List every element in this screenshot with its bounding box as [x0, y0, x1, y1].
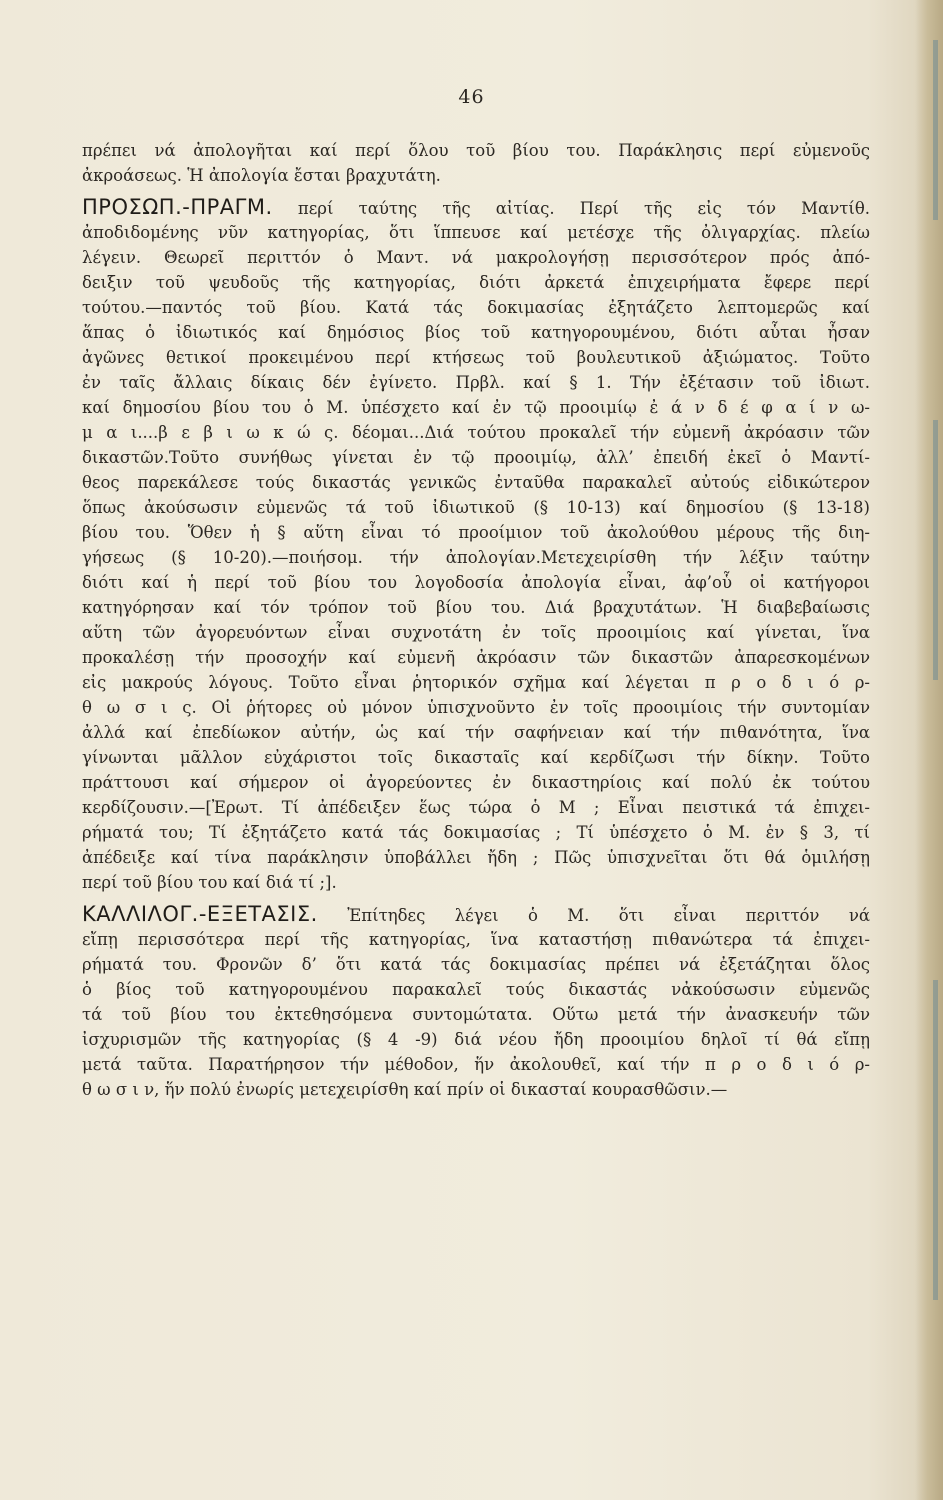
text-line: θ ω σ ι ν, ἥν πολύ ἐνωρίς μετεχειρίσθη καί πρίν οἱ δικασταί κουρασθῶσιν.—	[82, 1080, 728, 1099]
page-edge-shadow	[915, 0, 943, 1500]
text-line: διότι καί ἡ περί τοῦ βίου του λογοδοσία ἀπολογία εἶναι, ἀφ’οὗ οἱ κατήγοροι	[82, 573, 870, 592]
text-line: τά τοῦ βίου του ἐκτεθησόμενα συντομώτατα. Οὕτω μετά τήν ἀνασκευήν τῶν	[82, 1005, 870, 1024]
text-line: ἀποδιδομένης νῦν κατηγορίας, ὅτι ἵππευσε καί μετέσχε τῆς ὀλιγαρχίας. πλείω	[82, 223, 870, 242]
page-edge-strip	[933, 420, 938, 680]
text-line: ρήματά του. Φρονῶν δ’ ὅτι κατά τάς δοκιμασίας πρέπει νά ἐξετάζηται ὅλος	[82, 955, 870, 974]
text-line: ἅπας ὁ ἰδιωτικός καί δημόσιος βίος τοῦ κατηγορουμένου, διότι αὗται ἦσαν	[82, 323, 870, 342]
text-line: ὅπως ἀκούσωσιν εὐμενῶς τά τοῦ ἰδιωτικοῦ (§ 10-13) καί δημοσίου (§ 13-18)	[82, 498, 870, 517]
text-line: ὁ βίος τοῦ κατηγορουμένου παρακαλεῖ τούς δικαστάς νἀκούσωσιν εὐμενῶς	[82, 980, 870, 999]
text-line: κατηγόρησαν καί τόν τρόπον τοῦ βίου του. Διά βραχυτάτων. Ἡ διαβεβαίωσις	[82, 598, 870, 617]
text-line: ἀπέδειξε καί τίνα παράκλησιν ὑποβάλλει ἤδη ; Πῶς ὑπισχνεῖται ὅτι θά ὁμιλήσῃ	[82, 848, 870, 867]
text-line: θεος παρεκάλεσε τούς δικαστάς γενικῶς ἐνταῦθα παρακαλεῖ αὐτούς εἰδικώτερον	[82, 473, 870, 492]
section-heading: ΠΡΟΣΩΠ.-ΠΡΑΓΜ.	[82, 195, 273, 219]
text-line: μετά ταῦτα. Παρατήρησον τήν μέθοδον, ἥν ἀκολουθεῖ, καί τήν π ρ ο δ ι ό ρ-	[82, 1055, 870, 1074]
text-line: εἰς μακρούς λόγους. Τοῦτο εἶναι ῥητορικόν σχῆμα καί λέγεται π ρ ο δ ι ό ρ-	[82, 673, 870, 692]
text-line: δικαστῶν.Τοῦτο συνήθως γίνεται ἐν τῷ προοιμίῳ, ἀλλ’ ἐπειδή ἐκεῖ ὁ Μαντί-	[82, 448, 870, 467]
body-text	[82, 138, 870, 1102]
text-line: κερδίζουσιν.—[Ἐρωτ. Τί ἀπέδειξεν ἕως τώρα ὁ Μ ; Εἶναι πειστικά τά ἐπιχει-	[82, 798, 870, 817]
text-line: προκαλέσῃ τήν προσοχήν καί εὐμενῆ ἀκρόασιν τῶν δικαστῶν ἀπαρεσκομένων	[82, 648, 870, 667]
text-line: τούτου.—παντός τοῦ βίου. Κατά τάς δοκιμασίας ἐξητάζετο λεπτομερῶς καί	[82, 298, 870, 317]
text-line	[82, 901, 870, 927]
text-line: ἐν ταῖς ἄλλαις δίκαις δέν ἐγίνετο. Πρβλ. καί § 1. Τήν ἐξέτασιν τοῦ ἰδιωτ.	[82, 373, 870, 392]
text-line: ἀκροάσεως. Ἡ ἀπολογία ἔσται βραχυτάτη.	[82, 166, 441, 185]
text-line: ρήματά του; Τί ἐξητάζετο κατά τάς δοκιμασίας ; Τί ὑπέσχετο ὁ Μ. ἐν § 3, τί	[82, 823, 870, 842]
text-line: ἰσχυρισμῶν τῆς κατηγορίας (§ 4 -9) διά νέου ἤδη προοιμίου δηλοῖ τί θά εἴπῃ	[82, 1030, 870, 1049]
text-line: πρέπει νά ἀπολογῆται καί περί ὅλου τοῦ βίου του. Παράκλησις περί εὐμενοῦς	[82, 141, 870, 160]
text-line	[82, 194, 870, 220]
text-line: εἴπῃ περισσότερα περί τῆς κατηγορίας, ἵνα καταστήσῃ πιθανώτερα τά ἐπιχει-	[82, 930, 870, 949]
section-heading: ΚΑΛΛΙΛΟΓ.-ΕΞΕΤΑΣΙΣ.	[82, 902, 318, 926]
text-line: λέγειν. Θεωρεῖ περιττόν ὁ Μαντ. νά μακρολογήσῃ περισσότερον πρός ἀπό-	[82, 248, 870, 267]
text-line: μ α ι....β ε β ι ω κ ώ ς. δέομαι...Διά τούτου προκαλεῖ τήν εὐμενῆ ἀκρόασιν τῶν	[82, 423, 870, 442]
page-number: 46	[458, 86, 485, 108]
text-line: αὕτη τῶν ἀγορευόντων εἶναι συχνοτάτη ἐν τοῖς προοιμίοις καί γίνεται, ἵνα	[82, 623, 870, 642]
text-line: γήσεως (§ 10-20).—ποιήσομ. τήν ἀπολογίαν.Μετεχειρίσθη τήν λέξιν ταύτην	[82, 548, 870, 567]
text-line-content: περί ταύτης τῆς αἰτίας. Περί τῆς εἰς τόν Μαντίθ.	[297, 199, 871, 218]
text-line: βίου του. Ὅθεν ἡ § αὕτη εἶναι τό προοίμιον τοῦ ἀκολούθου μέρους τῆς διη-	[82, 523, 870, 542]
text-line: θ ω σ ι ς. Οἱ ῥήτορες οὐ μόνον ὑπισχνοῦντο ἐν τοῖς προοιμίοις τήν συντομίαν	[82, 698, 870, 717]
text-line: δειξιν τοῦ ψευδοῦς τῆς κατηγορίας, διότι ἀρκετά ἐπιχειρήματα ἔφερε περί	[82, 273, 870, 292]
text-line: πράττουσι καί σήμερον οἱ ἀγορεύοντες ἐν δικαστηρίοις καί πολύ ἐκ τούτου	[82, 773, 870, 792]
text-line: γίνωνται μᾶλλον εὐχάριστοι τοῖς δικασταῖς καί κερδίζωσι τήν δίκην. Τοῦτο	[82, 748, 870, 767]
text-line: περί τοῦ βίου του καί διά τί ;].	[82, 873, 337, 892]
text-line: ἀγῶνες θετικοί προκειμένου περί κτήσεως τοῦ βουλευτικοῦ ἀξιώματος. Τοῦτο	[82, 348, 870, 367]
text-line: ἀλλά καί ἐπεδίωκον αὐτήν, ὡς καί τήν σαφήνειαν καί τήν πιθανότητα, ἵνα	[82, 723, 870, 742]
page-edge-strip	[933, 40, 938, 220]
page-edge-strip	[933, 980, 938, 1300]
text-line: καί δημοσίου βίου του ὁ Μ. ὑπέσχετο καί ἐν τῷ προοιμίῳ ἐ ά ν δ έ φ α ί ν ω-	[82, 398, 870, 417]
text-line-content: Ἐπίτηδες λέγει ὁ Μ. ὅτι εἶναι περιττόν νά	[347, 906, 870, 925]
